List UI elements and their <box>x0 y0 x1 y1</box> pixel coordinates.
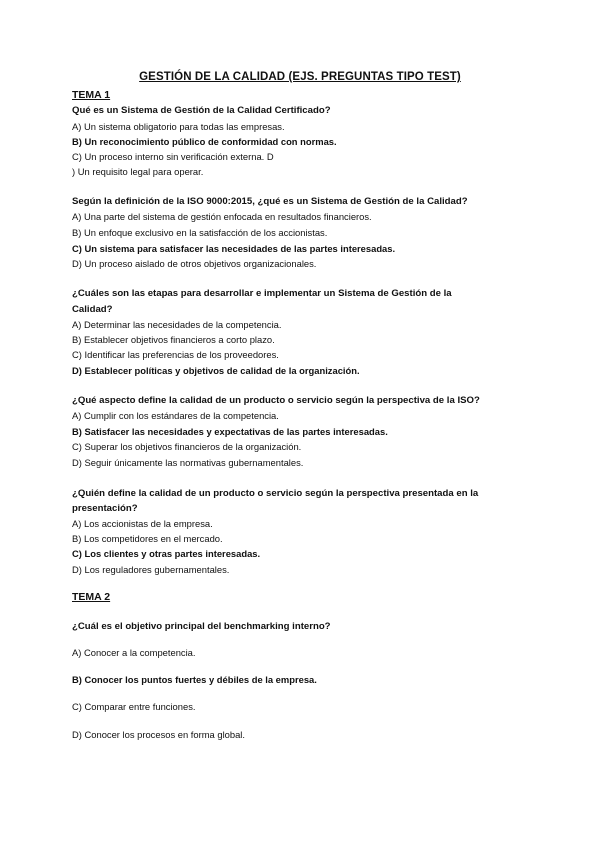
question-3-option-b: B) Establecer objetivos financieros a corto plazo. <box>72 334 275 345</box>
question-1: Qué es un Sistema de Gestión de la Calidad Certificado? <box>72 105 331 116</box>
question-6-option-b-correct: B) Conocer los puntos fuertes y débiles de la empresa. <box>72 674 317 685</box>
question-3-line-2: Calidad? <box>72 304 113 315</box>
question-6-option-d: D) Conocer los procesos en forma global. <box>72 729 245 740</box>
question-5-line-2: presentación? <box>72 503 138 514</box>
question-5-option-a: A) Los accionistas de la empresa. <box>72 518 213 529</box>
question-4-option-b-correct: B) Satisfacer las necesidades y expectativas de las partes interesadas. <box>72 426 388 437</box>
question-2: Según la definición de la ISO 9000:2015, ¿qué es un Sistema de Gestión de la Calidad? <box>72 196 468 207</box>
question-2-option-d: D) Un proceso aislado de otros objetivos organizacionales. <box>72 258 317 269</box>
question-1-option-a: A) Un sistema obligatorio para todas las empresas. <box>72 121 285 132</box>
question-1-option-c: C) Un proceso interno sin verificación externa. D <box>72 151 274 162</box>
question-3-line-1: ¿Cuáles son las etapas para desarrollar e implementar un Sistema de Gestión de la <box>72 288 452 299</box>
question-4-option-a: A) Cumplir con los estándares de la competencia. <box>72 410 279 421</box>
question-4: ¿Qué aspecto define la calidad de un producto o servicio según la perspectiva de la ISO? <box>72 395 480 406</box>
question-6: ¿Cuál es el objetivo principal del benchmarking interno? <box>72 621 331 632</box>
question-2-option-b: B) Un enfoque exclusivo en la satisfacción de los accionistas. <box>72 227 328 238</box>
question-4-option-c: C) Superar los objetivos financieros de la organización. <box>72 441 302 452</box>
question-5-option-d: D) Los reguladores gubernamentales. <box>72 564 230 575</box>
question-5-option-c-correct: C) Los clientes y otras partes interesadas. <box>72 548 261 559</box>
document-title: GESTIÓN DE LA CALIDAD (EJS. PREGUNTAS TIPO TEST) <box>139 71 461 83</box>
question-6-option-a: A) Conocer a la competencia. <box>72 647 196 658</box>
question-1-option-b-correct: B) Un reconocimiento público de conformidad con normas. <box>72 136 337 147</box>
question-3-option-a: A) Determinar las necesidades de la competencia. <box>72 319 282 330</box>
question-3-option-d-correct: D) Establecer políticas y objetivos de calidad de la organización. <box>72 365 360 376</box>
question-1-option-d: ) Un requisito legal para operar. <box>72 166 204 177</box>
section-heading-tema-1: TEMA 1 <box>72 89 111 101</box>
question-2-option-a: A) Una parte del sistema de gestión enfocada en resultados financieros. <box>72 211 372 222</box>
question-4-option-d: D) Seguir únicamente las normativas gubernamentales. <box>72 457 304 468</box>
question-2-option-c-correct: C) Un sistema para satisfacer las necesidades de las partes interesadas. <box>72 243 396 254</box>
question-5-line-1: ¿Quién define la calidad de un producto o servicio según la perspectiva presentada en la <box>72 488 479 499</box>
section-heading-tema-2: TEMA 2 <box>72 591 111 603</box>
question-6-option-c: C) Comparar entre funciones. <box>72 701 196 712</box>
question-3-option-c: C) Identificar las preferencias de los proveedores. <box>72 349 279 360</box>
question-5-option-b: B) Los competidores en el mercado. <box>72 533 223 544</box>
